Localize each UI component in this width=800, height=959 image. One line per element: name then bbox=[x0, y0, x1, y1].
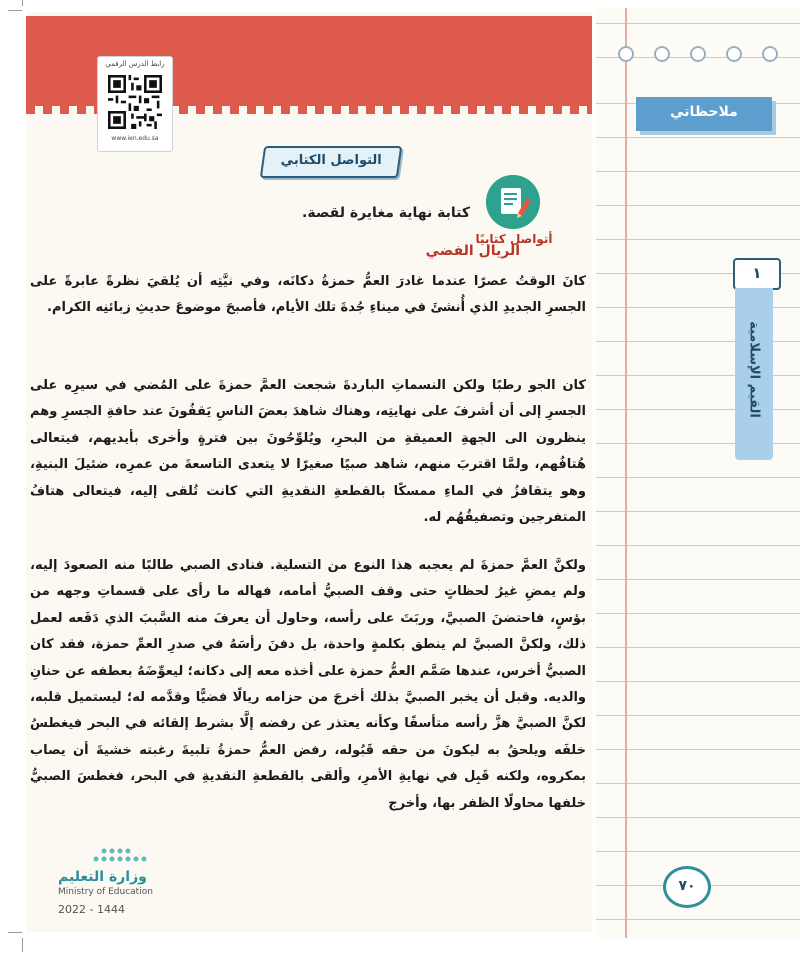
binder-hole-icon bbox=[726, 46, 742, 62]
notes-margin-line bbox=[625, 8, 627, 938]
crop-mark bbox=[22, 938, 23, 952]
unit-title: القيم الإسلامية bbox=[746, 321, 762, 418]
qr-url: www.ien.edu.sa bbox=[111, 135, 159, 142]
ministry-logo-dots-icon bbox=[90, 845, 170, 865]
edition-year: 2022 - 1444 bbox=[58, 903, 125, 916]
binder-hole-icon bbox=[618, 46, 634, 62]
section-tab bbox=[260, 146, 402, 178]
ministry-logo bbox=[28, 845, 168, 931]
story-title: الريال الفضي bbox=[425, 243, 520, 259]
qr-caption: رابط الدرس الرقمي bbox=[105, 60, 165, 68]
crop-mark bbox=[22, 0, 23, 6]
task-instruction: كتابة نهاية مغايرة لقصة. bbox=[302, 205, 470, 221]
crop-mark bbox=[8, 10, 22, 11]
page-number: ٧٠ bbox=[678, 878, 696, 894]
binder-hole-icon bbox=[690, 46, 706, 62]
story-paragraph: ولكنَّ العمَّ حمزةَ لم يعجبه هذا النوع من التسلية. فنادى الصبي طالبًا منه الصعودَ إليه، ولم يمضِ غيرُ لحظاتٍ حتى وقف الصبيُّ أمامه، فهاله ما رأى على قسماتِ وجهه من بؤسٍ، فاحتضنَ الصبيَّ، وربَتَ على رأسه، وحاول أن يعرفَ منه السَّببَ الذي دَفَعه لعمل ذلك، ولكنَّ الصبيَّ لم ينطق بكلمةٍ واحدة، بل دفنَ رأسَهُ في صدرِ العمِّ حمزة، فقد كان الصبيُّ أخرس، عندها صَمَّم العمُّ حمزة على أخذه معه إلى دكانه؛ ليعوِّضَهُ بعطفه عن حنانِ والديه. وقبل أن يخبر الصبيَّ بذلك أخرجَ من حزامه ريالًا فضيًّا وقدَّمه له؛ ليستميل قلبه، لكنَّ الصبيَّ هزَّ رأسه متأسفًا وكأنه يعتذر عن رفضه إلَّا بشرط إلقائه في البحر فيغطسُ خلفَه ويلحقُ به ليكونَ من حقه قَبُوله، رفض العمُّ حمزةُ تلبيةَ رغبته خشيةَ أن يصاب بمكروه، ولكنه قَبِل في نهايةِ الأمرِ، وألقى بالقطعةِ النقديةِ في البحر، فغطسَ الصبيُّ خلفها محاولًا الظفر بها، وأخرج bbox=[30, 558, 586, 811]
unit-number: ١ bbox=[752, 264, 762, 282]
writing-icon bbox=[486, 175, 540, 229]
story-paragraph: كانَ الوقتُ عصرًا عندما غادرَ العمُّ حمزةُ دكانَه، وفي نيَّتِه أن يُلقيَ نظرةً عابرةً على الجسرِ الجديدِ الذي أُنشئَ في ميناءِ جُدةَ تلك الأيام، فأصبحَ موضوعَ حديثِ زبائنِه الكرام. bbox=[30, 274, 586, 316]
notes-tab-label: ملاحظاتي bbox=[670, 104, 738, 120]
qr-code-card[interactable] bbox=[97, 56, 173, 152]
page-number-badge bbox=[663, 866, 711, 908]
section-tab-label: التواصل الكتابي bbox=[280, 153, 382, 168]
notes-tab bbox=[636, 97, 772, 131]
unit-side-tab bbox=[735, 288, 773, 460]
binder-hole-icon bbox=[654, 46, 670, 62]
qr-code-icon[interactable] bbox=[108, 75, 162, 129]
binder-hole-icon bbox=[762, 46, 778, 62]
writing-icon-caption: أتواصل كتابيًا bbox=[475, 232, 553, 246]
story-paragraph: كان الجو رطبًا ولكن النسماتِ الباردةَ شجعت العمَّ حمزةَ على المُضي في سيرِه على الجسرِ إلى أن أشرفَ على نهايتِه، وهناك شاهدَ بعضَ الناسِ يَقفُونَ عند حافةِ الجسرِ وهم ينظرون الى الجهةِ العميقةِ من البحرِ، ويُلوِّحُونَ بين فترةٍ وأخرى بأيديهم، فيتعالى هُتافُهم، ولمَّا اقتربَ منهم، شاهد صبيًا صغيرًا لا يتعدى التاسعةَ من عمرِه، ضئيلَ البنيةِ، وهو يتقافزُ في الماءِ ممسكًا بالقطعةِ النقديةِ التي كانت تُلقى إليه، فيتعالى هتافُ المتفرجين وتصفيقُهُم له. bbox=[30, 378, 586, 526]
ministry-name-english: Ministry of Education bbox=[58, 887, 153, 897]
crop-mark bbox=[8, 932, 22, 933]
ministry-name-arabic: وزارة التعليم bbox=[58, 869, 147, 885]
